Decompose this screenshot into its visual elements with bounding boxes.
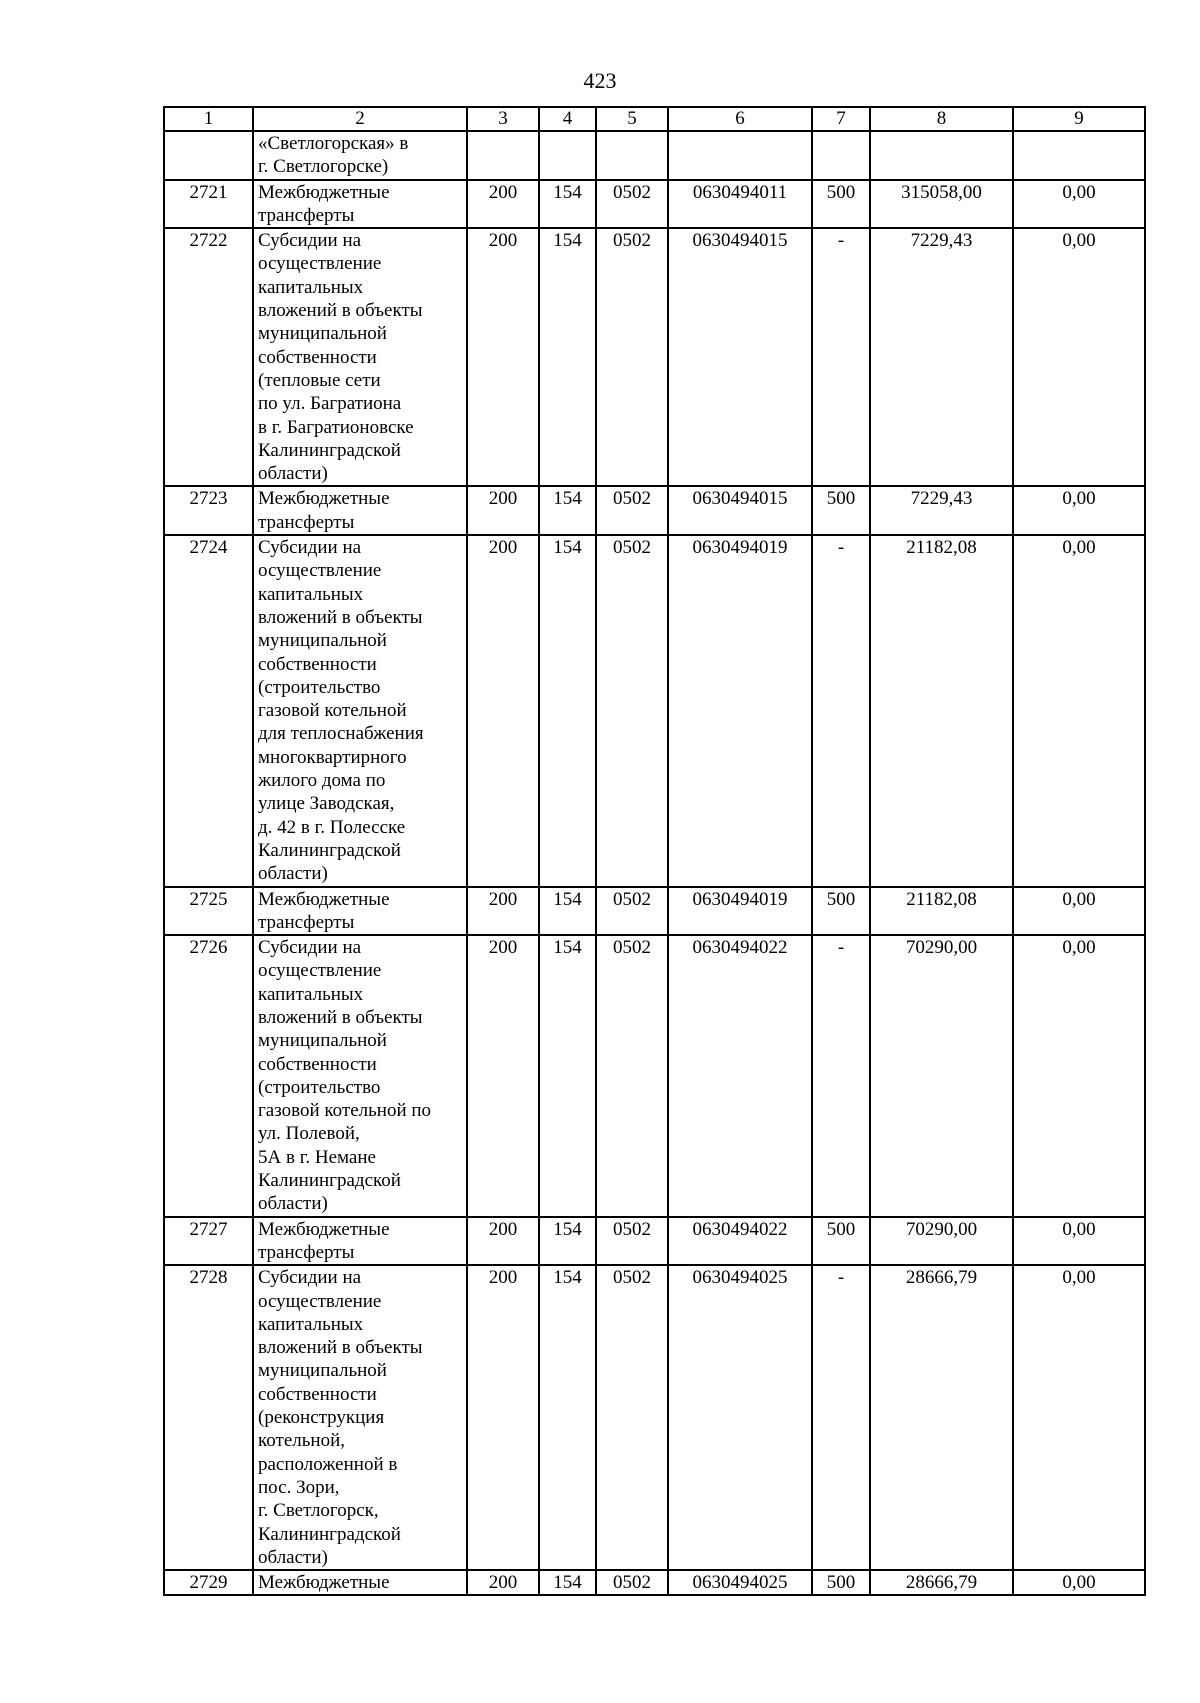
cell-name: Субсидии на осуществление капитальных вложений в объекты муниципальной собственности (строительство газовой котельной по ул. Полевой, 5А в г. Немане Калининградской области): [253, 935, 467, 1217]
cell-num: 2726: [164, 935, 253, 1217]
cell-col9: 0,00: [1013, 180, 1145, 229]
cell-col6: 0630494019: [668, 535, 812, 886]
table-row: [164, 1217, 1145, 1266]
cell-col6: 0630494022: [668, 935, 812, 1217]
cell-col3: 200: [467, 1217, 539, 1266]
table-row: [164, 1570, 1145, 1595]
cell-col6: 0630494022: [668, 1217, 812, 1266]
cell-col5: 0502: [596, 486, 668, 535]
budget-table: [163, 106, 1146, 1596]
cell-col7: 500: [812, 1570, 870, 1595]
cell-col9: 0,00: [1013, 1217, 1145, 1266]
column-header: 1: [164, 107, 253, 131]
cell-col7: 500: [812, 180, 870, 229]
cell-col4: 154: [539, 486, 596, 535]
continuation-row: [164, 131, 1145, 180]
cell-col5: 0502: [596, 1217, 668, 1266]
cell-col8: 21182,08: [870, 535, 1013, 886]
cell-col3: 200: [467, 1570, 539, 1595]
cell-num: [164, 131, 253, 180]
cell-col4: 154: [539, 535, 596, 886]
cell-col4: 154: [539, 1265, 596, 1570]
cell-col9: 0,00: [1013, 228, 1145, 486]
cell-col6: 0630494015: [668, 228, 812, 486]
cell-name: Межбюджетные трансферты: [253, 1217, 467, 1266]
cell-name: Субсидии на осуществление капитальных вложений в объекты муниципальной собственности (строительство газовой котельной для теплоснабжения многоквартирного жилого дома по улице Заводская, д. 42 в г. Полесске Калининградской области): [253, 535, 467, 886]
column-header: 2: [253, 107, 467, 131]
cell-col8: 28666,79: [870, 1570, 1013, 1595]
cell-name: Межбюджетные: [253, 1570, 467, 1595]
cell-col6: 0630494019: [668, 887, 812, 936]
cell-col3: 200: [467, 1265, 539, 1570]
cell-col8: 7229,43: [870, 228, 1013, 486]
cell-col7: -: [812, 535, 870, 886]
column-header: 3: [467, 107, 539, 131]
cell-col8: 28666,79: [870, 1265, 1013, 1570]
cell-col4: 154: [539, 887, 596, 936]
cell-col7: 500: [812, 486, 870, 535]
cell-num: 2722: [164, 228, 253, 486]
cell-num: 2721: [164, 180, 253, 229]
cell-col3: 200: [467, 535, 539, 886]
cell-col7: 500: [812, 1217, 870, 1266]
cell-col8: 70290,00: [870, 1217, 1013, 1266]
cell-col6: 0630494011: [668, 180, 812, 229]
cell-col4: 154: [539, 180, 596, 229]
cell-col8: 7229,43: [870, 486, 1013, 535]
cell-col5: 0502: [596, 1265, 668, 1570]
cell-col4: 154: [539, 228, 596, 486]
cell-col4: 154: [539, 935, 596, 1217]
cell-col3: 200: [467, 180, 539, 229]
table-row: [164, 935, 1145, 1217]
cell-col9: 0,00: [1013, 486, 1145, 535]
cell-name: Межбюджетные трансферты: [253, 887, 467, 936]
column-header: 8: [870, 107, 1013, 131]
column-header: 7: [812, 107, 870, 131]
cell-col6: 0630494025: [668, 1570, 812, 1595]
table-row: [164, 180, 1145, 229]
cell-col5: 0502: [596, 887, 668, 936]
cell-col3: 200: [467, 486, 539, 535]
cell-col8: 315058,00: [870, 180, 1013, 229]
cell-name: Межбюджетные трансферты: [253, 486, 467, 535]
cell-name: «Светлогорская» в г. Светлогорске): [253, 131, 467, 180]
cell-num: 2729: [164, 1570, 253, 1595]
table-row: [164, 1265, 1145, 1570]
cell-col8: 70290,00: [870, 935, 1013, 1217]
cell-name: Субсидии на осуществление капитальных вложений в объекты муниципальной собственности (тепловые сети по ул. Багратиона в г. Багратионовске Калининградской области): [253, 228, 467, 486]
cell-col5: 0502: [596, 228, 668, 486]
cell-col4: 154: [539, 1570, 596, 1595]
cell-name: Межбюджетные трансферты: [253, 180, 467, 229]
table-row: [164, 535, 1145, 886]
cell-col9: 0,00: [1013, 1265, 1145, 1570]
table-row: [164, 486, 1145, 535]
column-header: 9: [1013, 107, 1145, 131]
table-row: [164, 887, 1145, 936]
cell-col5: 0502: [596, 180, 668, 229]
column-header: 5: [596, 107, 668, 131]
cell-col3: 200: [467, 935, 539, 1217]
cell-col7: -: [812, 228, 870, 486]
column-header: 6: [668, 107, 812, 131]
cell-num: 2723: [164, 486, 253, 535]
cell-num: 2724: [164, 535, 253, 886]
cell-col5: 0502: [596, 535, 668, 886]
cell-col7: -: [812, 1265, 870, 1570]
cell-col6: 0630494025: [668, 1265, 812, 1570]
cell-col9: 0,00: [1013, 1570, 1145, 1595]
cell-col8: 21182,08: [870, 887, 1013, 936]
cell-col7: -: [812, 935, 870, 1217]
cell-col9: 0,00: [1013, 535, 1145, 886]
cell-num: 2727: [164, 1217, 253, 1266]
cell-col7: 500: [812, 887, 870, 936]
page-number: 423: [583, 68, 617, 93]
cell-col3: 200: [467, 887, 539, 936]
cell-num: 2728: [164, 1265, 253, 1570]
cell-col5: 0502: [596, 935, 668, 1217]
column-number-header-row: [164, 107, 1145, 131]
table-row: [164, 228, 1145, 486]
cell-col4: 154: [539, 1217, 596, 1266]
cell-col6: 0630494015: [668, 486, 812, 535]
column-header: 4: [539, 107, 596, 131]
cell-name: Субсидии на осуществление капитальных вложений в объекты муниципальной собственности (реконструкция котельной, расположенной в пос. Зори, г. Светлогорск, Калининградской области): [253, 1265, 467, 1570]
cell-col3: 200: [467, 228, 539, 486]
cell-col5: 0502: [596, 1570, 668, 1595]
cell-col9: 0,00: [1013, 887, 1145, 936]
cell-num: 2725: [164, 887, 253, 936]
cell-col9: 0,00: [1013, 935, 1145, 1217]
